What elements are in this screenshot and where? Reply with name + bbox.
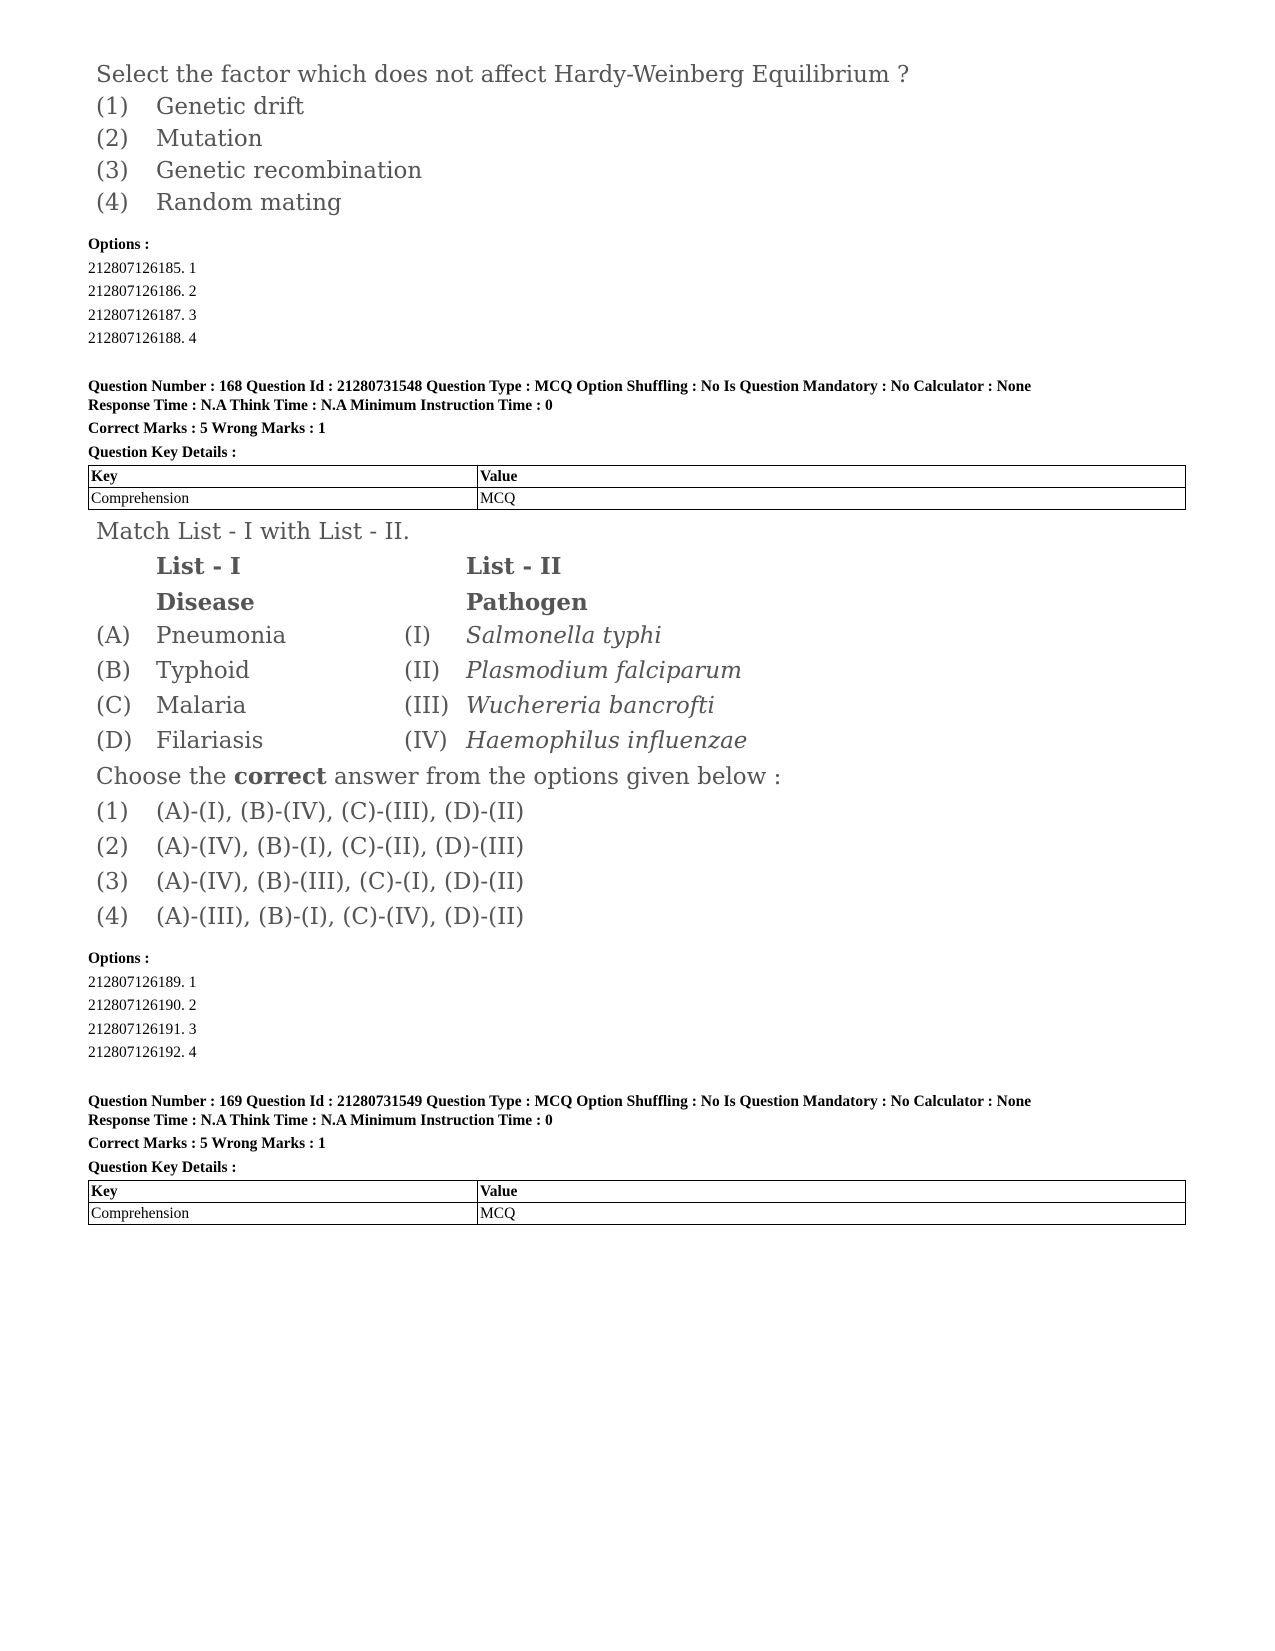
table-cell-value: MCQ (478, 488, 1186, 510)
table-header-value: Value (478, 466, 1186, 488)
option-item: 212807126189. 1 (88, 973, 197, 991)
options-block-168 (88, 947, 197, 1065)
options-block-167 (88, 233, 197, 351)
choice-1: (1) (A)-(I), (B)-(IV), (C)-(III), (D)-(II) (96, 799, 525, 825)
options-label: Options : (88, 950, 150, 967)
meta-line-1: Question Number : 168 Question Id : 21280731548 Question Type : MCQ Option Shuffling : No Is Question Mandatory : No Calculator : None (88, 378, 1032, 395)
choose-instruction: Choose the correct answer from the options given below : (96, 763, 782, 790)
choice-3: (3) Genetic recombination (96, 158, 423, 184)
table-header-value: Value (478, 1181, 1186, 1203)
match-row: (D) Filariasis (IV) Haemophilus influenzae (96, 728, 748, 754)
meta-line-1: Question Number : 169 Question Id : 21280731549 Question Type : MCQ Option Shuffling : No Is Question Mandatory : No Calculator : None (88, 1093, 1032, 1110)
question-168-meta (88, 377, 1031, 462)
table-cell-value: MCQ (478, 1203, 1186, 1225)
table-cell-key: Comprehension (89, 488, 478, 510)
choice-4: (4) Random mating (96, 190, 342, 216)
list-2-subheading: Pathogen (466, 589, 588, 616)
question-169-meta (88, 1092, 1031, 1177)
table-cell-key: Comprehension (89, 1203, 478, 1225)
meta-line-2: Response Time : N.A Think Time : N.A Minimum Instruction Time : 0 (88, 1112, 553, 1129)
choice-2: (2) (A)-(IV), (B)-(I), (C)-(II), (D)-(III) (96, 834, 525, 860)
question-167-image (96, 62, 910, 232)
choice-2: (2) Mutation (96, 126, 263, 152)
match-row: (A) Pneumonia (I) Salmonella typhi (96, 623, 662, 649)
option-item: 212807126187. 3 (88, 306, 197, 324)
options-label: Options : (88, 236, 150, 253)
option-item: 212807126190. 2 (88, 997, 197, 1014)
choice-3: (3) (A)-(IV), (B)-(III), (C)-(I), (D)-(II) (96, 869, 525, 895)
option-item: 212807126191. 3 (88, 1020, 197, 1038)
marks-line: Correct Marks : 5 Wrong Marks : 1 (88, 1135, 326, 1152)
table-header-key: Key (89, 466, 478, 488)
key-details-label: Question Key Details : (88, 444, 237, 461)
list-2-heading: List - II (466, 553, 562, 580)
list-1-heading: List - I (156, 553, 241, 580)
choice-4: (4) (A)-(III), (B)-(I), (C)-(IV), (D)-(II) (96, 904, 525, 930)
option-item: 212807126185. 1 (88, 259, 197, 277)
option-item: 212807126186. 2 (88, 283, 197, 300)
question-stem: Select the factor which does not affect Hardy-Weinberg Equilibrium ? (96, 62, 910, 88)
question-key-table-169 (88, 1180, 1186, 1225)
question-168-image (96, 519, 816, 939)
marks-line: Correct Marks : 5 Wrong Marks : 1 (88, 420, 326, 437)
table-header-key: Key (89, 1181, 478, 1203)
list-1-subheading: Disease (156, 589, 255, 616)
question-stem: Match List - I with List - II. (96, 519, 410, 545)
match-row: (B) Typhoid (II) Plasmodium falciparum (96, 658, 742, 684)
choice-1: (1) Genetic drift (96, 94, 305, 120)
match-row: (C) Malaria (III) Wuchereria bancrofti (96, 693, 715, 719)
key-details-label: Question Key Details : (88, 1159, 237, 1176)
option-item: 212807126188. 4 (88, 330, 197, 347)
option-item: 212807126192. 4 (88, 1044, 197, 1061)
meta-line-2: Response Time : N.A Think Time : N.A Minimum Instruction Time : 0 (88, 397, 553, 414)
question-key-table-168 (88, 465, 1186, 510)
